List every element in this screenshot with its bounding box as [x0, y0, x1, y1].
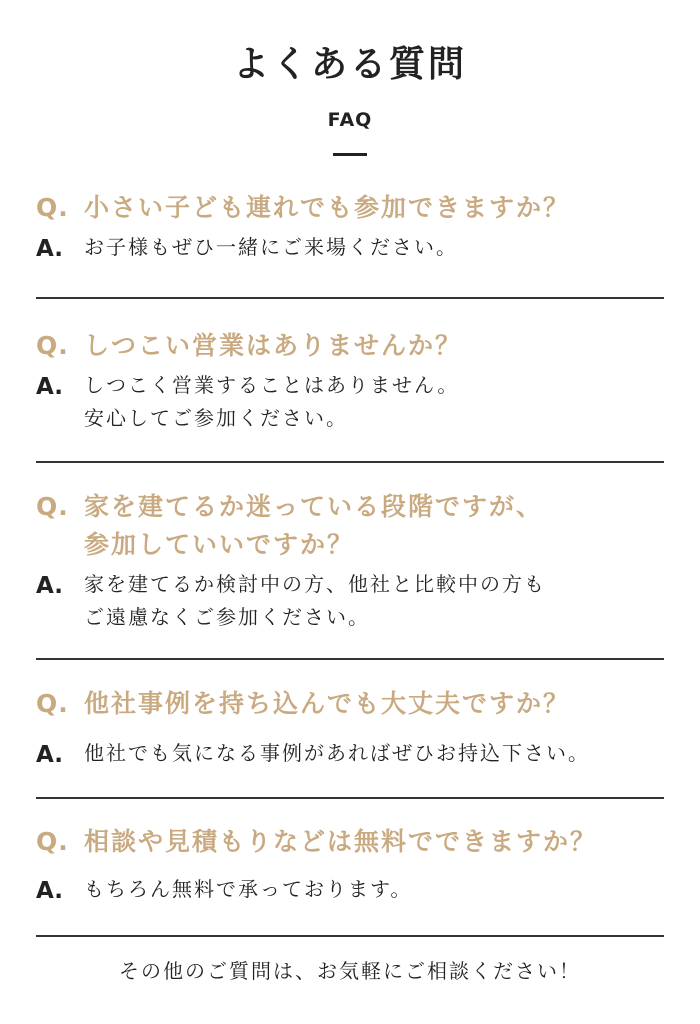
- answer-row: [36, 568, 664, 634]
- title-underline: [333, 153, 367, 156]
- answer-marker: A.: [36, 742, 63, 768]
- question-row: [36, 327, 664, 365]
- faq-divider: [36, 297, 664, 299]
- answer-marker: A.: [36, 236, 63, 262]
- answer-text: もちろん無料で承っております。: [84, 877, 413, 901]
- answer-row: [36, 369, 664, 435]
- question-marker: Q.: [36, 193, 69, 222]
- question-marker: Q.: [36, 689, 69, 718]
- faq-item-5: [36, 823, 664, 909]
- question-marker: Q.: [36, 827, 69, 856]
- answer-text: しつこく営業することはありません。 安心してご参加ください。: [84, 373, 460, 430]
- answer-text: お子様もぜひ一緒にご来場ください。: [84, 235, 458, 259]
- answer-row: [36, 231, 664, 267]
- answer-marker: A.: [36, 878, 63, 904]
- question-row: [36, 685, 664, 723]
- question-text: 家を建てるか迷っている段階ですが、 参加していいですか？: [84, 492, 544, 559]
- answer-row: [36, 737, 664, 773]
- faq-divider: [36, 797, 664, 799]
- question-row: [36, 823, 664, 861]
- faq-item-2: [36, 327, 664, 435]
- faq-item-3: [36, 488, 664, 634]
- answer-text: 他社でも気になる事例があればぜひお持込下さい。: [84, 741, 590, 765]
- answer-marker: A.: [36, 374, 63, 400]
- page-title: よくある質問: [232, 44, 467, 85]
- question-row: [36, 488, 664, 564]
- answer-marker: A.: [36, 573, 63, 599]
- question-text: 他社事例を持ち込んでも大丈夫ですか？: [84, 689, 571, 718]
- faq-item-1: [36, 189, 664, 267]
- question-text: 相談や見積もりなどは無料でできますか？: [84, 827, 598, 856]
- answer-text: 家を建てるか検討中の方、他社と比較中の方も ご遠慮なくご参加ください。: [84, 572, 546, 629]
- question-text: 小さい子ども連れでも参加できますか？: [84, 193, 571, 222]
- question-marker: Q.: [36, 331, 69, 360]
- question-text: しつこい営業はありませんか？: [84, 331, 463, 360]
- answer-row: [36, 873, 664, 909]
- question-row: [36, 189, 664, 227]
- faq-item-4: [36, 685, 664, 773]
- closing-message: その他のご質問は、お気軽にご相談ください！: [119, 959, 581, 983]
- faq-divider: [36, 935, 664, 937]
- faq-divider: [36, 461, 664, 463]
- page-subtitle: FAQ: [327, 109, 373, 131]
- faq-divider: [36, 658, 664, 660]
- question-marker: Q.: [36, 492, 69, 521]
